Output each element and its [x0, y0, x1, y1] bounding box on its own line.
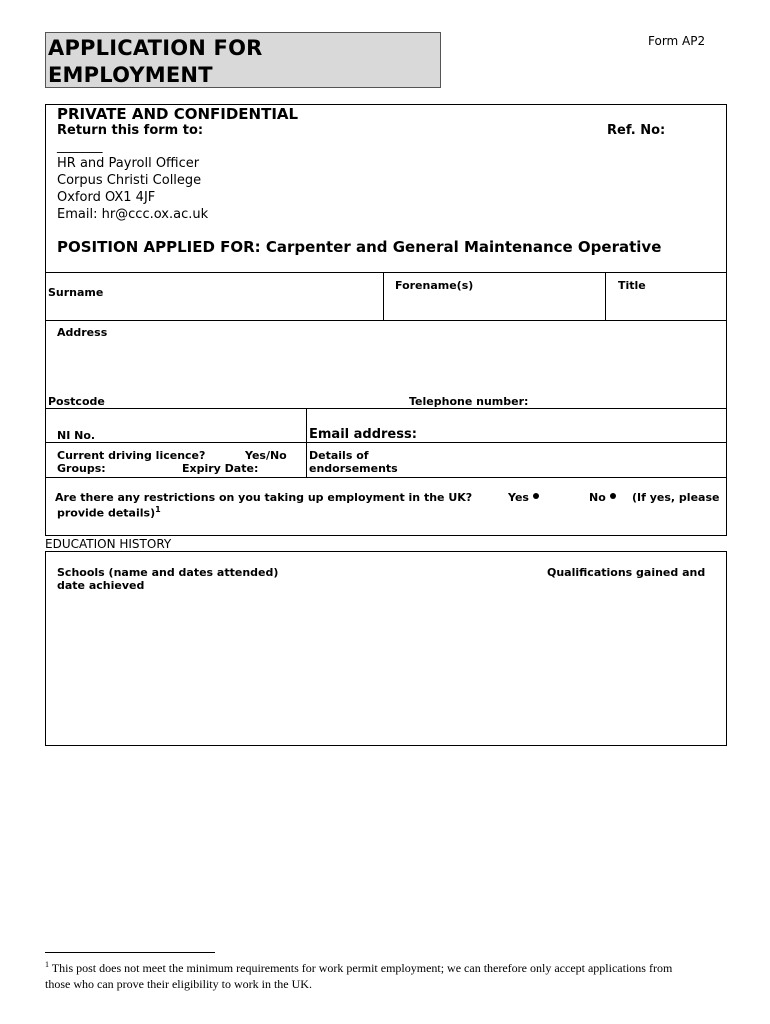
contact-line-3: Oxford OX1 4JF [57, 190, 156, 205]
form-code: Form AP2 [648, 34, 706, 48]
yes-bullet-icon [533, 493, 539, 499]
endorsements-label-1: Details of [309, 449, 369, 462]
return-label: Return this form to: [57, 123, 204, 138]
footnote-divider [45, 952, 215, 953]
groups-label: Groups: [57, 462, 106, 475]
surname-label: Surname [48, 286, 104, 299]
schools-label-2: date achieved [57, 579, 145, 592]
contact-line-1: HR and Payroll Officer [57, 156, 200, 171]
address-label: Address [57, 326, 108, 339]
ref-blank-line: _______ [57, 139, 103, 154]
endorsements-label-2: endorsements [309, 462, 398, 475]
address-row [45, 320, 727, 409]
telephone-label: Telephone number: [409, 395, 529, 408]
education-section-label: EDUCATION HISTORY [45, 537, 172, 551]
licence-yes-no: Yes/No [245, 449, 287, 462]
postcode-label: Postcode [48, 395, 105, 408]
position-applied: POSITION APPLIED FOR: Carpenter and General Maintenance Operative [57, 238, 662, 256]
contact-email: Email: hr@ccc.ox.ac.uk [57, 207, 209, 222]
ni-label: NI No. [57, 429, 96, 442]
form-title-box [45, 32, 441, 88]
licence-question: Current driving licence? [57, 449, 206, 462]
footnote-text: $^1$ This post does not meet the minimum requirements for work permit employment; we can therefore only accept applications from those who can prove their eligibility to work in the UK. [45, 960, 673, 991]
confidential-heading: PRIVATE AND CONFIDENTIAL [57, 105, 299, 123]
restrictions-question: Are there any restrictions on you taking up employment in the UK? [55, 491, 473, 504]
restrictions-yes: Yes [508, 491, 539, 504]
footnote-ref: 1 [155, 505, 161, 514]
expiry-label: Expiry Date: [182, 462, 259, 475]
form-title: APPLICATION FOR EMPLOYMENT [48, 36, 263, 87]
email-label: Email address: [309, 427, 417, 442]
contact-line-2: Corpus Christi College [57, 173, 202, 188]
schools-label-1: Schools (name and dates attended) [57, 566, 279, 579]
forenames-label: Forename(s) [395, 279, 474, 292]
restrictions-details-2: provide details)$^1$ [57, 505, 161, 520]
title-label: Title [618, 279, 646, 292]
restrictions-details-1: (If yes, please [632, 491, 720, 504]
education-box [45, 551, 727, 746]
qualifications-label: Qualifications gained and [547, 566, 706, 579]
no-bullet-icon [610, 493, 616, 499]
restrictions-no: No [589, 491, 616, 504]
ref-label: Ref. No: [607, 123, 666, 138]
